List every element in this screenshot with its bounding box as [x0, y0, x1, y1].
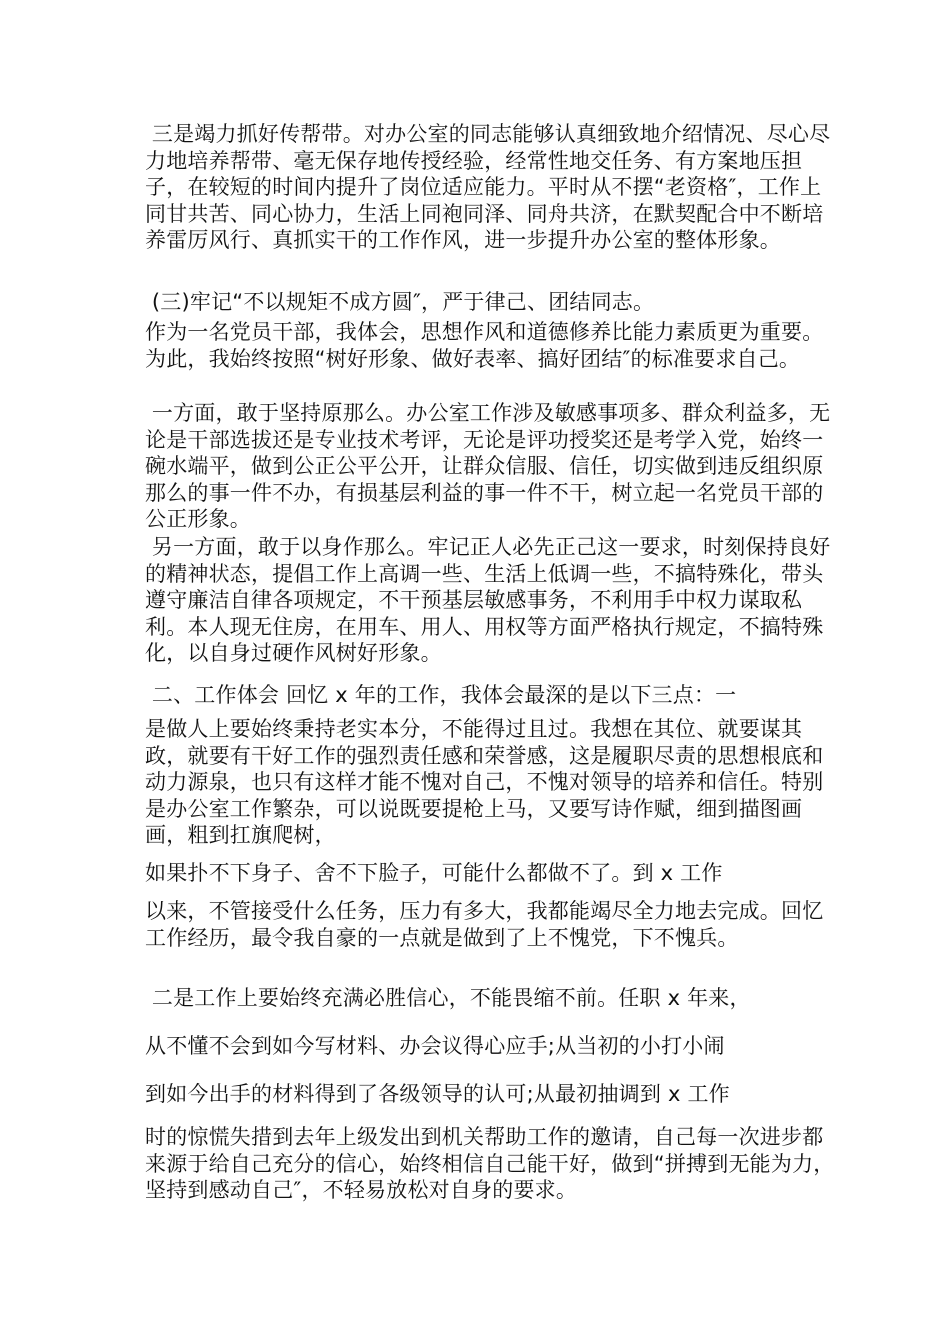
paragraph-lead-by-example: 另一方面，敢于以身作那么。牢记正人必先正己这一要求，时刻保持良好的精神状态，提倡工作上高调一些、生活上低调一些，不搞特殊化，带头遵守廉洁自律各项规定，不干预基层敏感事务，不利用手中权力谋取私利。本人现无住房，在用车、用人、用权等方面严格执行规定，不搞特殊化，以自身过硬作风树好形象。	[145, 535, 831, 665]
paragraph-recognition: 到如今出手的材料得到了各级领导的认可;从最初抽调到 x 工作	[145, 1082, 730, 1106]
paragraph-confidence: 二是工作上要始终充满必胜信心，不能畏缩不前。任职 x 年来，	[145, 986, 751, 1010]
paragraph-uphold-principles: 一方面，敢于坚持原那么。办公室工作涉及敏感事项多、群众利益多，无论是干部选拔还是专业技术考评，无论是评功授奖还是考学入党，始终一碗水端平，做到公正公平公开，让群众信服、信任，切实做到违反组织原那么的事一件不办，有损基层利益的事一件不干，树立起一名党员干部的公正形象。	[145, 401, 831, 531]
paragraph-growth: 从不懂不会到如今写材料、办会议得心应手;从当初的小打小闹	[145, 1034, 725, 1058]
paragraph-party-member: 作为一名党员干部，我体会，思想作风和道德修养比能力素质更为重要。为此，我始终按照“树好形象、做好表率、搞好团结″的标准要求自己。	[145, 320, 824, 371]
paragraph-self-belief: 时的惊慌失措到去年上级发出到机关帮助工作的邀请，自己每一次进步都来源于给自己充分的信心，始终相信自己能干好，做到“拼搏到无能为力，坚持到感动自己″，不轻易放松对自身的要求。	[145, 1125, 835, 1202]
paragraph-section-three-heading: (三)牢记“不以规矩不成方圆″，严于律己、团结同志。	[145, 290, 655, 314]
paragraph-work-experience-heading: 二、工作体会 回忆 x 年的工作，我体会最深的是以下三点：一	[145, 683, 737, 707]
paragraph-mentoring: 三是竭力抓好传帮带。对办公室的同志能够认真细致地介绍情况、尽心尽力地培养帮带、毫无保存地传授经验，经常性地交任务、有方案地压担子，在较短的时间内提升了岗位适应能力。平时从不摆“老资格″，工作上同甘共苦、同心协力，生活上同袍同泽、同舟共济，在默契配合中不断培养雷厉风行、真抓实干的工作作风，进一步提升办公室的整体形象。	[145, 122, 831, 252]
paragraph-dedication: 如果扑不下身子、舍不下脸子，可能什么都做不了。到 x 工作	[145, 861, 723, 885]
paragraph-accomplishment: 以来，不管接受什么任务，压力有多大，我都能竭尽全力地去完成。回忆工作经历，最令我自豪的一点就是做到了上不愧党，下不愧兵。	[145, 899, 824, 950]
paragraph-honesty: 是做人上要始终秉持老实本分，不能得过且过。我想在其位、就要谋其政，就要有干好工作的强烈责任感和荣誉感，这是履职尽责的思想根底和动力源泉，也只有这样才能不愧对自己，不愧对领导的培养和信任。特别是办公室工作繁杂，可以说既要提枪上马，又要写诗作赋，细到描图画画，粗到扛旗爬树，	[145, 717, 824, 847]
